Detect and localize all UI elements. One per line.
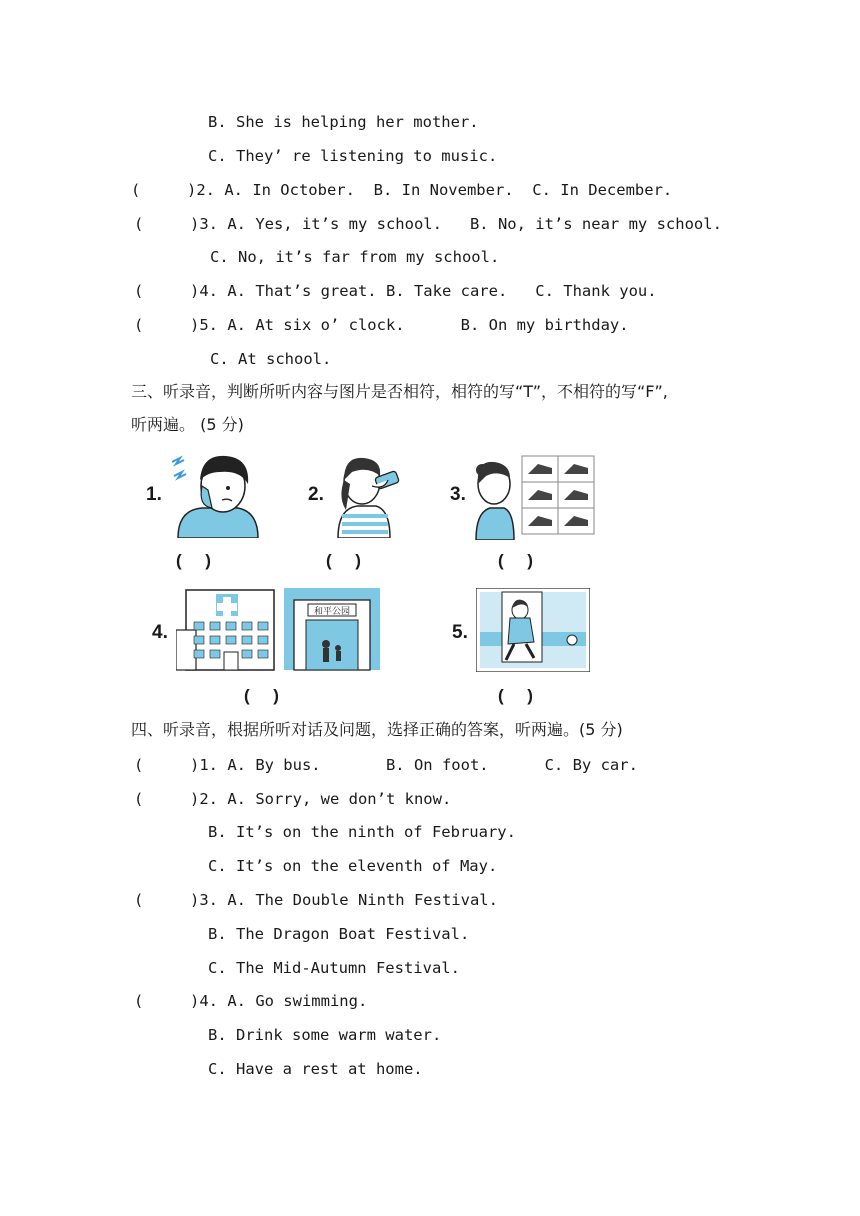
s4-question-4: ( )4. A. Go swimming. — [134, 992, 368, 1010]
s4-q4-option-b: B. Drink some warm water. — [208, 1026, 442, 1044]
answer-blank[interactable]: ( ) — [244, 686, 279, 705]
s4-q2-option-b: B. It’s on the ninth of February. — [208, 823, 516, 841]
s4-question-3: ( )3. A. The Double Ninth Festival. — [134, 891, 498, 909]
picture-number: 5. — [452, 622, 468, 643]
shoe-shop-icon — [472, 452, 602, 540]
section4-heading: 四、听录音，根据所听对话及问题，选择正确的答案，听两遍。(5 分) — [131, 720, 623, 739]
question-3: ( )3. A. Yes, it’s my school. B. No, it’s near my school. — [134, 215, 722, 233]
s4-q3-option-b: B. The Dragon Boat Festival. — [208, 925, 470, 943]
question-4: ( )4. A. That’s great. B. Take care. C. Thank you. — [134, 282, 657, 300]
s4-q2-option-c: C. It’s on the eleventh of May. — [208, 857, 498, 875]
picture-number: 3. — [450, 484, 466, 505]
q5-option-c: C. At school. — [210, 350, 332, 368]
question-2: ( )2. A. In October. B. In November. C. In December. — [131, 181, 673, 199]
s4-question-2: ( )2. A. Sorry, we don’t know. — [134, 790, 452, 808]
picture-number: 4. — [152, 622, 168, 643]
q1-option-c: C. They’ re listening to music. — [208, 147, 498, 165]
q3-option-c: C. No, it’s far from my school. — [210, 248, 500, 266]
headache-boy-icon — [168, 450, 260, 538]
girl-drinking-icon — [328, 450, 404, 538]
answer-blank[interactable]: ( ) — [498, 686, 533, 705]
q1-option-b: B. She is helping her mother. — [208, 113, 479, 131]
picture-number: 1. — [146, 484, 162, 505]
section3-heading-line2: 听两遍。 (5 分) — [131, 415, 244, 434]
hospital-park-icon — [176, 586, 384, 672]
s4-q4-option-c: C. Have a rest at home. — [208, 1060, 423, 1078]
question-5: ( )5. A. At six o’ clock. B. On my birthday. — [134, 316, 629, 334]
girl-leaving-train-icon — [476, 588, 590, 672]
picture-number: 2. — [308, 484, 324, 505]
section3-heading: 三、听录音，判断所听内容与图片是否相符，相符的写“T”，不相符的写“F”, — [131, 382, 668, 401]
answer-blank[interactable]: ( ) — [176, 551, 211, 570]
answer-blank[interactable]: ( ) — [498, 551, 533, 570]
park-sign-text: 和平公园 — [313, 607, 351, 617]
s4-question-1: ( )1. A. By bus. B. On foot. C. By car. — [134, 756, 638, 774]
s4-q3-option-c: C. The Mid-Autumn Festival. — [208, 959, 460, 977]
answer-blank[interactable]: ( ) — [326, 551, 361, 570]
